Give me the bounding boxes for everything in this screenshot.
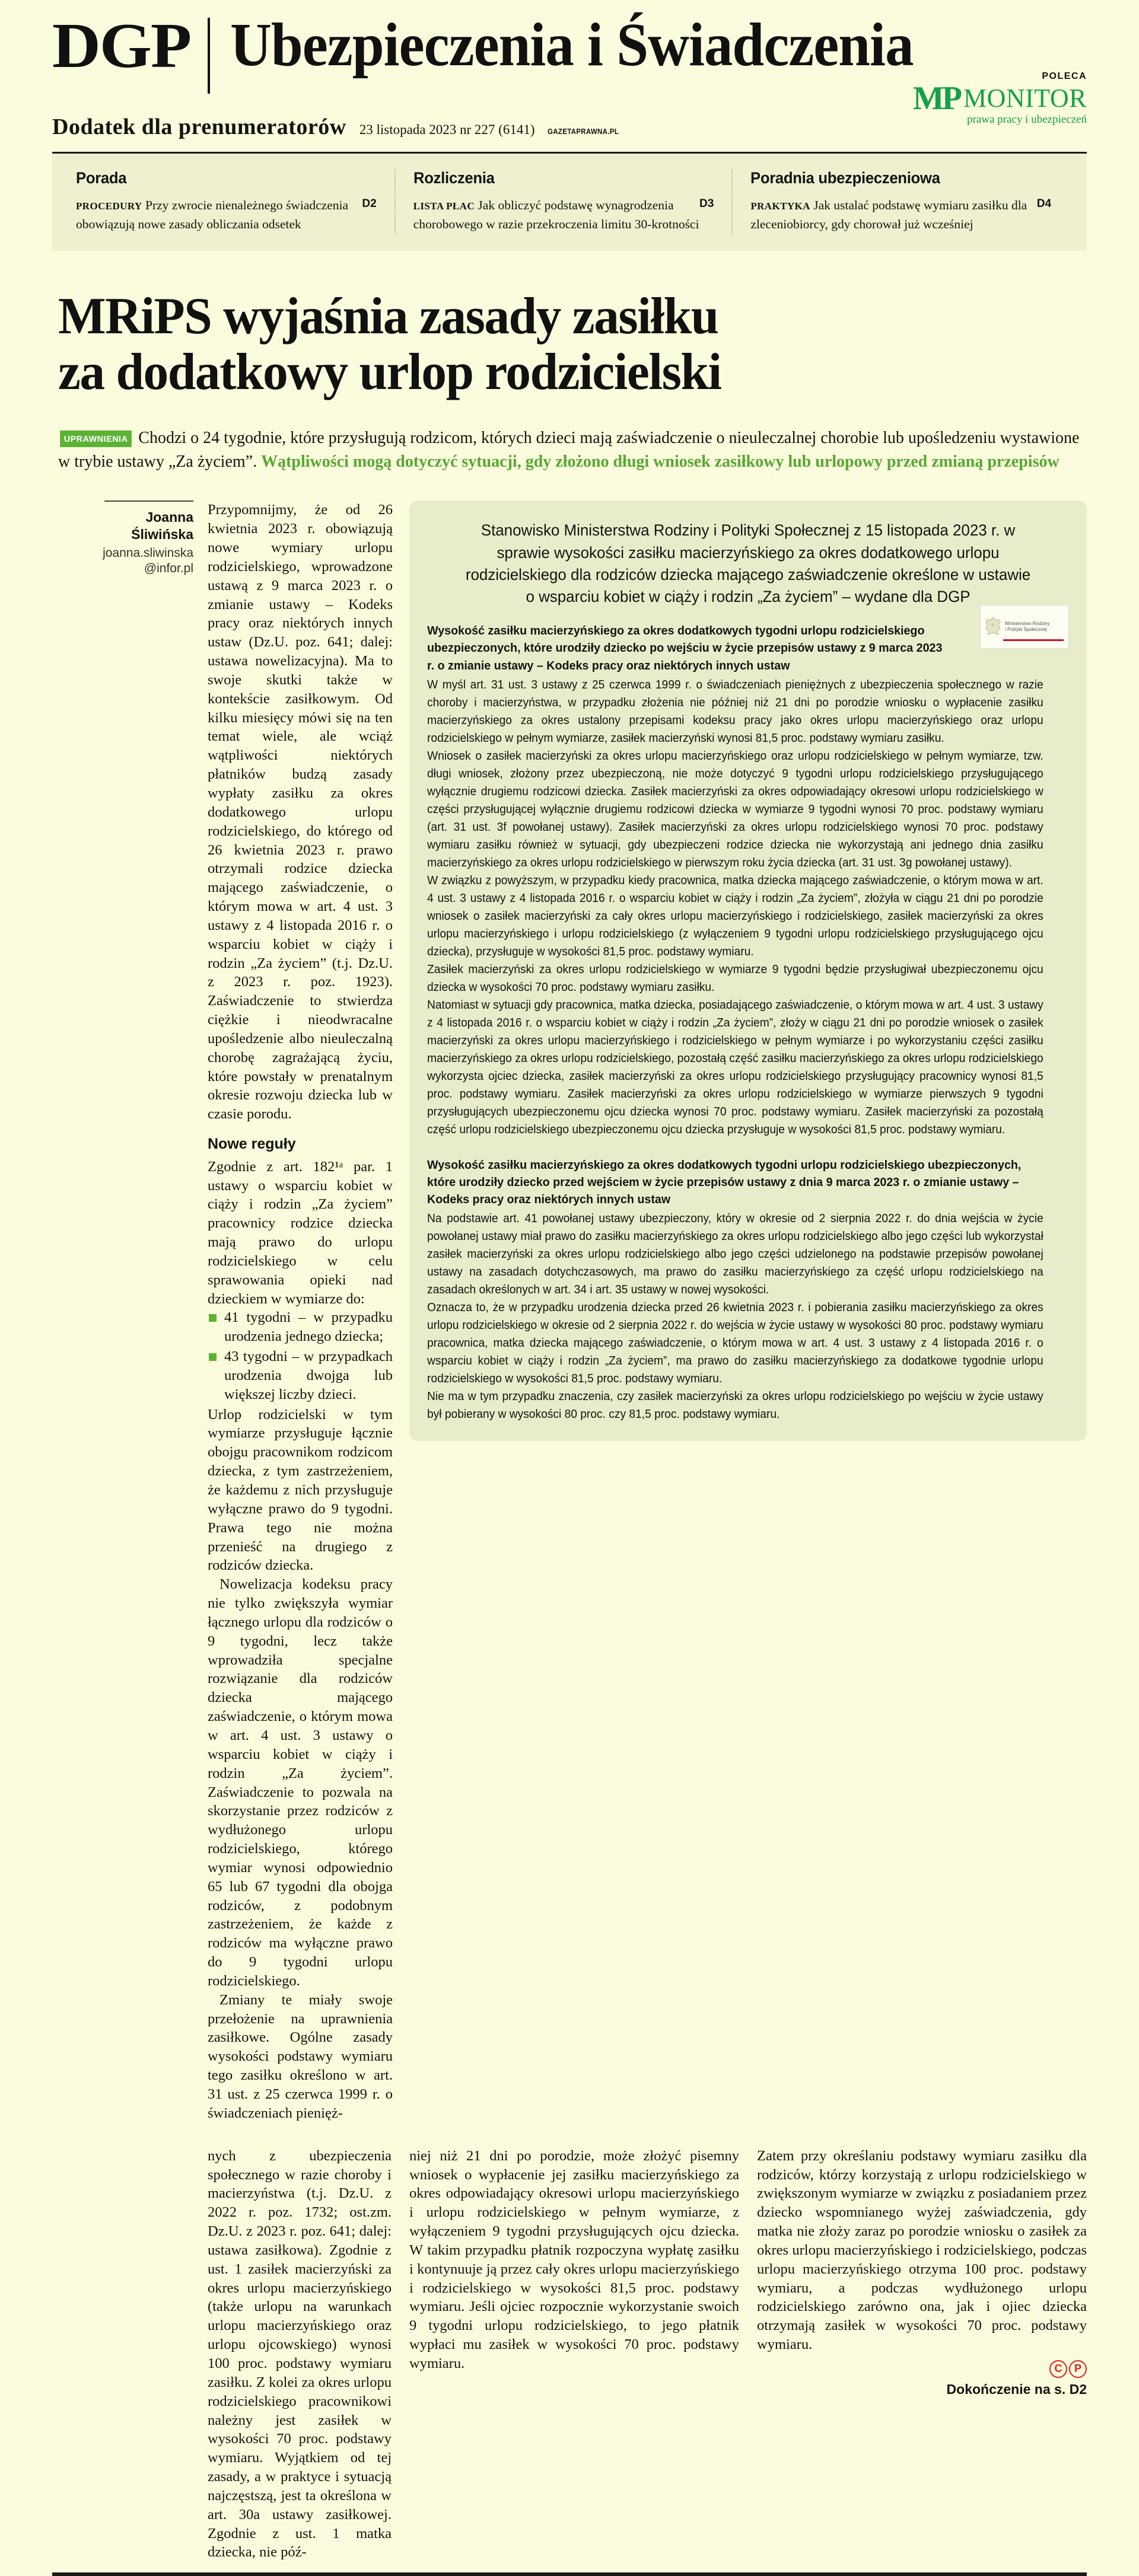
list-item: 41 tygodni – w przypadku urodzenia jednego dziecka; (208, 1308, 393, 1346)
teaser-body: Jak ustalać podstawę wymiaru zasiłku dla zleceniobiorcy, gdy chorował już wcześniej (750, 198, 1027, 232)
article-lead (58, 426, 1087, 474)
teaser-bar (52, 154, 1087, 251)
teaser-heading: Porada (76, 169, 127, 187)
left-body (208, 500, 393, 2122)
supplement-title: Ubezpieczenia i Świadczenia (230, 11, 914, 79)
masthead-divider (208, 18, 210, 94)
page-bottom-rule (52, 2572, 1087, 2576)
crest-line-2: i Polityki Społecznej (1005, 627, 1047, 633)
box-paragraph: Oznacza to, że w przypadku urodzenia dziecka przed 26 kwietnia 2023 r. i pobierania zasiłku macierzyńskiego za okres urlopu rodzicielskiego w okresie od 2 sierpnia 2022 r. do wejścia w życie ustawy w wysokości 80 proc. podstawy wymiaru pracownica, matka dziecka mającego zaświadczenie, o którym mowa w art. 4 ust. 3 ustawy z 4 listopada 2016 r. o wsparciu kobiet w ciąży i rodzin „Za życiem”, ma prawo do zasiłku macierzyńskiego za dodatkowe tygodnie urlopu rodzicielskiego w wysokości 81,5 proc. podstawy wymiaru. (427, 1300, 1043, 1385)
teaser-kicker: PRAKTYKA (750, 200, 810, 212)
paragraph: Przypomnijmy, że od 26 kwietnia 2023 r. obowiązują nowe wymiary urlopu rodzicielskiego, wprowadzone ustawą z 9 marca 2023 r. o zmianie ustawy – Kodeks pracy oraz niektórych innych ustaw (Dz.U. poz. 641; dalej: ustawa nowelizacyjna). Ma to swoje skutki także w kontekście zasiłkowym. Od kilku miesięcy mówi się na ten temat wiele, ale wciąż wątpliwości niektórych płatników budzą zasady wypłaty zasiłku za okres dodatkowego urlopu rodzicielskiego, do którego od 26 kwietnia 2023 r. prawo otrzymali rodzice dziecka mającego zaświadczenie, o którym mowa w art. 4 ust. 3 ustawy z 4 listopada 2016 r. o wsparciu kobiet w ciąży i rodzin „Za życiem” (t.j. Dz.U. z 2023 r. poz. 1923). Zaświadczenie to stwierdza ciężkie i nieodwracalne upośledzenie albo nieuleczalną chorobę zagrażającą życiu, które powstały w prenatalnym okresie rozwoju dziecka lub w czasie porodu. (208, 502, 393, 1123)
left-text-column (208, 500, 409, 2122)
teaser-item-poradnia[interactable] (731, 169, 1069, 234)
teaser-page-ref: D3 (699, 197, 714, 210)
supplement-subtitle: Dodatek dla prenumeratorów (52, 114, 346, 139)
teaser-text (76, 196, 377, 234)
teaser-item-rozliczenia[interactable] (394, 169, 732, 234)
bottom-column-2 (409, 2147, 757, 2562)
box-paragraph: Nie ma w tym przypadku znaczenia, czy zasiłek macierzyński za okres urlopu rodzicielskiego po wejściu w życie ustawy był pobierany w wysokości 80 proc. czy 81,5 proc. podstawy wymiaru. (427, 1389, 1043, 1421)
bottom-spacer-column (52, 2147, 208, 2562)
author-email-domain: @infor.pl (144, 562, 193, 576)
section-subheading: Nowe reguły (208, 1136, 296, 1153)
poleca-label: POLECA (1042, 71, 1087, 81)
bottom-columns (52, 2147, 1087, 2562)
author-email-user: joanna.sliwinska (103, 546, 193, 560)
copyright-marks (757, 2360, 1087, 2378)
paragraph: Zatem przy określaniu podstawy wymiaru zasiłku dla rodziców, którzy korzystają z urlopu rodzicielskiego w zwiększonym wymiarze w związku z posiadaniem przez dziecko wspomnianego wyżej zaświadczenia, gdy matka nie złoży zaraz po porodzie wniosku o zasiłek za okres urlopu macierzyńskiego i rodzicielskiego, podczas urlopu macierzyńskiego otrzyma 100 proc. podstawy wymiaru, a podczas wydłużonego urlopu rodzicielskiego zarówno ona, jak i ojiec dziecka otrzymają zasiłek w wysokości 70 proc. podstawy wymiaru. (757, 2147, 1087, 2353)
box-section-heading: Wysokość zasiłku macierzyńskiego za okres dodatkowych tygodni urlopu rodzicielskiego ubezpieczonych, które urodziły dziecko przed wejściem w życie przepisów ustawy z dnia 9 marca 2023 r. o zmianie ustawy – Kodeks pracy oraz niektórych innych ustaw (427, 1158, 1022, 1206)
teaser-kicker: LISTA PŁAC (413, 200, 475, 212)
box-title: Stanowisko Ministerstwa Rodziny i Polityki Społecznej z 15 listopada 2023 r. w sprawie wysokości zasiłku macierzyńskiego za okres dodatkowego urlopu rodzicielskiego dla rodziców dziecka mającego zaświadczenie określone w ustawie o wsparciu kobiet w ciąży i rodzin „Za życiem” – wydane dla DGP (465, 521, 1031, 606)
paragraph: Zgodnie z art. 182¹ᵃ par. 1 ustawy o wsparciu kobiet w ciąży i rodzin „Za życiem” pracownicy rodzice dziecka mają prawo do urlopu rodzicielskiego w celu sprawowania opieki nad dzieckiem w wymiarze do: (208, 1158, 393, 1307)
crest-line-1: Ministerstwo Rodziny (1005, 620, 1050, 626)
brand-logo: DGP (52, 11, 191, 81)
teaser-kicker: PROCEDURY (76, 200, 142, 212)
byline-column (52, 500, 208, 2122)
headline-line-1: MRiPS wyjaśnia zasady zasiłku (58, 287, 718, 345)
box-section-heading: Wysokość zasiłku macierzyńskiego za okres dodatkowych tygodni urlopu rodzicielskiego ubezpieczonych, które urodziły dziecko po wejściu w życie przepisów ustawy z 9 marca 2023 r. o zmianie ustawy – Kodeks pracy oraz niektórych innych ustaw (427, 624, 943, 672)
teaser-heading: Poradnia ubezpieczeniowa (750, 169, 940, 187)
teaser-page-ref: D4 (1036, 197, 1052, 210)
paragraph: Zmiany te miały swoje przełożenie na uprawnienia zasiłkowe. Ogólne zasady wysokości podstawy wymiaru tego zasiłku określono w art. 31 ust. z 25 czerwca 1999 r. o świadczeniach pienięż- (208, 1991, 393, 2121)
teaser-text (750, 196, 1051, 234)
monitor-name: MONITOR (963, 84, 1087, 113)
monitor-subtitle: prawa pracy i ubezpieczeń (966, 113, 1087, 126)
paragraph: Urlop rodzicielski w tym wymiarze przysługuje łącznie obojgu pracownikom rodzicom dziecka, z tym zastrzeżeniem, że każdemu z nich przysługuje wyłączne prawo do 9 tygodni. Prawa tego nie można przenieść na drugiego z rodziców dziecka. (208, 1406, 393, 1574)
box-paragraph: Natomiast w sytuacji gdy pracownica, matka dziecka, posiadającego zaświadczenie, o którym mowa w art. 4 ust. 3 ustawy z 4 listopada 2016 r. o wsparciu kobiet w ciąży i rodzin „Za życiem”, złoży w ciągu 21 dni po porodzie wniosek o zasiłek macierzyński za okres urlopu macierzyńskiego i rodzicielskiego w pełnym wymiarze i po wykorzystaniu części zasiłku macierzyńskiego za okres urlopu rodzicielskiego, pozostałą część zasiłku macierzyńskiego za okres urlopu rodzicielskiego wykorzysta ojciec dziecka, zasiłek macierzyński za okres urlopu rodzicielskiego przysługujący pracownicy wynosi 81,5 proc. podstawy wymiaru. Zasiłek macierzyński za okres urlopu rodzicielskiego w wymiarze pierwszych 9 tygodni przysługujących ubezpieczonemu ojcu dziecka wynosi 70 proc. podstawy wymiaru. Zasiłek macierzyński za pozostałą część urlopu rodzicielskiego ubezpieczonemu ojcu dziecka przysługuje w wysokości 81,5 proc. podstawy wymiaru. (427, 998, 1043, 1136)
paragraph: niej niż 21 dni po porodzie, może złożyć pisemny wniosek o wypłacenie jej zasiłku macierzyńskiego za okres odpowiadający okresowi urlopu macierzyńskiego i urlopu rodzicielskiego w pełnym wymiarze, z wyłączeniem 9 tygodni przysługujących ojcu dziecka. W takim przypadku płatnik rozpoczyna wypłatę zasiłku i kontynuuje ją przez cały okres urlopu macierzyńskiego i rodzicielskiego w wysokości 81,5 proc. podstawy wymiaru. Jeśli ojciec rozpocznie wykorzystanie swoich 9 tygodni urlopu rodzicielskiego, to jego płatnik wypłaci mu zasiłek w wysokości 70 proc. podstawy wymiaru. (409, 2147, 739, 2371)
box-paragraph: W związku z powyższym, w przypadku kiedy pracownica, matka dziecka mającego zaświadczenie, o którym mowa w art. 4 ust. 3 ustawy z 4 listopada 2016 r. o wsparciu kobiet w ciąży i rodzin „Za życiem”, złożyła w ciągu 21 dni po porodzie wniosek o zasiłek macierzyński za cały okres urlopu macierzyńskiego i rodzicielskiego, zasiłek macierzyński za okres urlopu macierzyńskiego i urlopu rodzicielskiego (z wyłączeniem 9 tygodni urlopu rodzicielskiego przysługującego ojcu dziecka), przysługuje w wysokości 81,5 proc. podstawy wymiaru. (427, 873, 1043, 958)
author-name: Joanna Śliwińska (131, 509, 193, 543)
ministry-statement-box (409, 500, 1087, 1441)
bullet-list (208, 1308, 393, 1404)
lead-green-text: Wątpliwości mogą dotyczyć sytuacji, gdy złożono długi wniosek zasiłkowy lub urlopowy przed zmianą przepisów (261, 452, 1060, 471)
byline-rule (104, 500, 193, 502)
lead-tag-badge: UPRAWNIENIA (60, 431, 132, 447)
teaser-item-porada[interactable] (70, 169, 394, 234)
teaser-heading: Rozliczenia (413, 169, 495, 187)
box-paragraph: Wniosek o zasiłek macierzyński za okres urlopu macierzyńskiego oraz urlopu rodzicielskiego w pełnym wymiarze, tzw. długi wniosek, złożony przez ubezpieczoną, nie może dotyczyć 9 tygodni urlopu rodzicielskiego przysługującego wyłącznie drugiemu rodzicowi dziecka. Zasiłek macierzyński za okres odpowiadający okresowi urlopu rodzicielskiego w części przysługującej wyłącznie drugiemu rodzicowi dziecka w wymiarze 9 tygodni wynosi 70 proc. podstawy wymiaru (art. 31 ust. 3f powołanej ustawy). Zasiłek macierzyński za okres urlopu rodzicielskiego wynosi 70 proc. podstawy wymiaru zasiłku również w sytuacji, gdy ubezpieczeni rodzice dziecka nie wykorzystają ani jednego dnia zasiłku macierzyńskiego za okres urlopu rodzicielskiego w pierwszym roku życia dziecka (art. 31 ust. 3g powołanej ustawy). (427, 749, 1043, 869)
masthead (52, 0, 1087, 126)
article-main (52, 500, 1087, 2122)
paragraph: nych z ubezpieczenia społecznego w razie choroby i macierzyństwa (t.j. Dz.U. z 2022 r. poz. 1732; ost.zm. Dz.U. z 2023 r. poz. 641; dalej: ustawa zasiłkowa). Zgodnie z ust. 1 zasiłek macierzyński za okres urlopu macierzyńskiego (także urlopu na warunkach urlopu macierzyńskiego oraz urlopu ojcowskiego) wynosi 100 proc. podstawy wymiaru zasiłku. Z kolei za okres urlopu rodzicielskiego pracownikowi należny jest zasiłek w wysokości 70 proc. podstawy wymiaru. Wyjątkiem od tej zasady, a w praktyce i sytuacją najczęstszą, jest ta określona w art. 30a ustawy zasiłkowej. Zgodnie z ust. 1 matka dziecka, nie póź- (208, 2147, 392, 2561)
bottom-column-3 (757, 2147, 1087, 2562)
box-paragraph: Zasiłek macierzyński za okres urlopu rodzicielskiego w wymiarze 9 tygodni będzie przysługiwał ubezpieczonemu ojcu dziecka w wysokości 70 proc. podstawy wymiaru zasiłku. (427, 962, 1043, 994)
monitor-logo (912, 80, 1087, 126)
copyright-c-icon: C (1049, 2360, 1067, 2378)
continuation-note: Dokończenie na s. D2 (946, 2381, 1087, 2397)
website-url[interactable]: GAZETAPRAWNA.PL (548, 127, 619, 136)
teaser-text (413, 196, 714, 234)
author-email[interactable] (52, 546, 193, 577)
teaser-body: Jak obliczyć podstawę wynagrodzenia chorobowego w razie przekroczenia limitu 30-krotności (413, 198, 699, 232)
teaser-body: Przy zwrocie nienależnego świadczenia obowiązują nowe zasady obliczania odsetek (76, 198, 349, 232)
bottom-column-1 (208, 2147, 409, 2562)
issue-info: 23 listopada 2023 nr 227 (6141) (359, 122, 535, 137)
list-item: 43 tygodni – w przypadkach urodzenia dwojga lub większej liczby dzieci. (208, 1347, 393, 1404)
teaser-page-ref: D2 (362, 197, 377, 210)
byline (52, 500, 193, 576)
box-paragraph: W myśl art. 31 ust. 3 ustawy z 25 czerwca 1999 r. o świadczeniach pieniężnych z ubezpieczenia społecznego w razie choroby i macierzyństwa, w przypadku złożenia nie później niż 21 dni po porodzie wniosku o wypłacenie zasiłku macierzyńskiego za okres ustalony przepisami kodeksu pracy jako okres urlopu macierzyńskiego oraz urlopu rodzicielskiego w pełnym wymiarze, zasiłek macierzyński wynosi 81,5 proc. podstawy wymiaru zasiłku. (427, 678, 1043, 745)
paragraph: Nowelizacja kodeksu pracy nie tylko zwiększyła wymiar łącznego urlopu dla rodziców o 9 tygodni, lecz także wprowadziła specjalne rozwiązanie dla rodziców dziecka mającego zaświadczenie, o którym mowa w art. 4 ust. 3 ustawy o wsparciu kobiet w ciąży i rodzin „Za życiem”. Zaświadczenie to pozwala na skorzystanie przez rodziców z wydłużonego urlopu rodzicielskiego, którego wymiar wynosi odpowiednio 65 lub 67 tygodni dla obojga rodziców, z podobnym zastrzeżeniem, że każde z rodziców ma wyłączne prawo do 9 tygodni urlopu rodzicielskiego. (208, 1576, 393, 1989)
lead-black-text: Chodzi o 24 tygodnie, które przysługują rodzicom, których dzieci mają zaświadczenie o nieuleczalnej chorobie lub upośledzeniu wystawione w trybie ustawy „Za życiem”. (58, 428, 1080, 471)
partner-block (913, 71, 1087, 125)
article-headline (58, 289, 1056, 400)
box-spacer (427, 1139, 1069, 1153)
box-paragraph: Na podstawie art. 41 powołanej ustawy ubezpieczony, który w okresie od 2 sierpnia 2022 r. do dnia wejścia w życie powołanej ustawy miał prawo do zasiłku macierzyńskiego za okres urlopu rodzicielskiego albo jego części lub wykorzystał zasiłek macierzyński za okres urlopu rodzicielskiego albo jego części udzielonego na podstawie przepisów powołanej ustawy na zasadach dotychczasowych, ma prawo do zasiłku macierzyńskiego za część urlopu rodzicielskiego na zasadach określonych w art. 34 i art. 35 ustawy w nowej wysokości. (427, 1212, 1043, 1296)
mp-mark: MP (912, 80, 960, 117)
headline-line-2: za dodatkowy urlop rodzicielski (58, 343, 721, 401)
copyright-p-icon: P (1069, 2360, 1087, 2378)
